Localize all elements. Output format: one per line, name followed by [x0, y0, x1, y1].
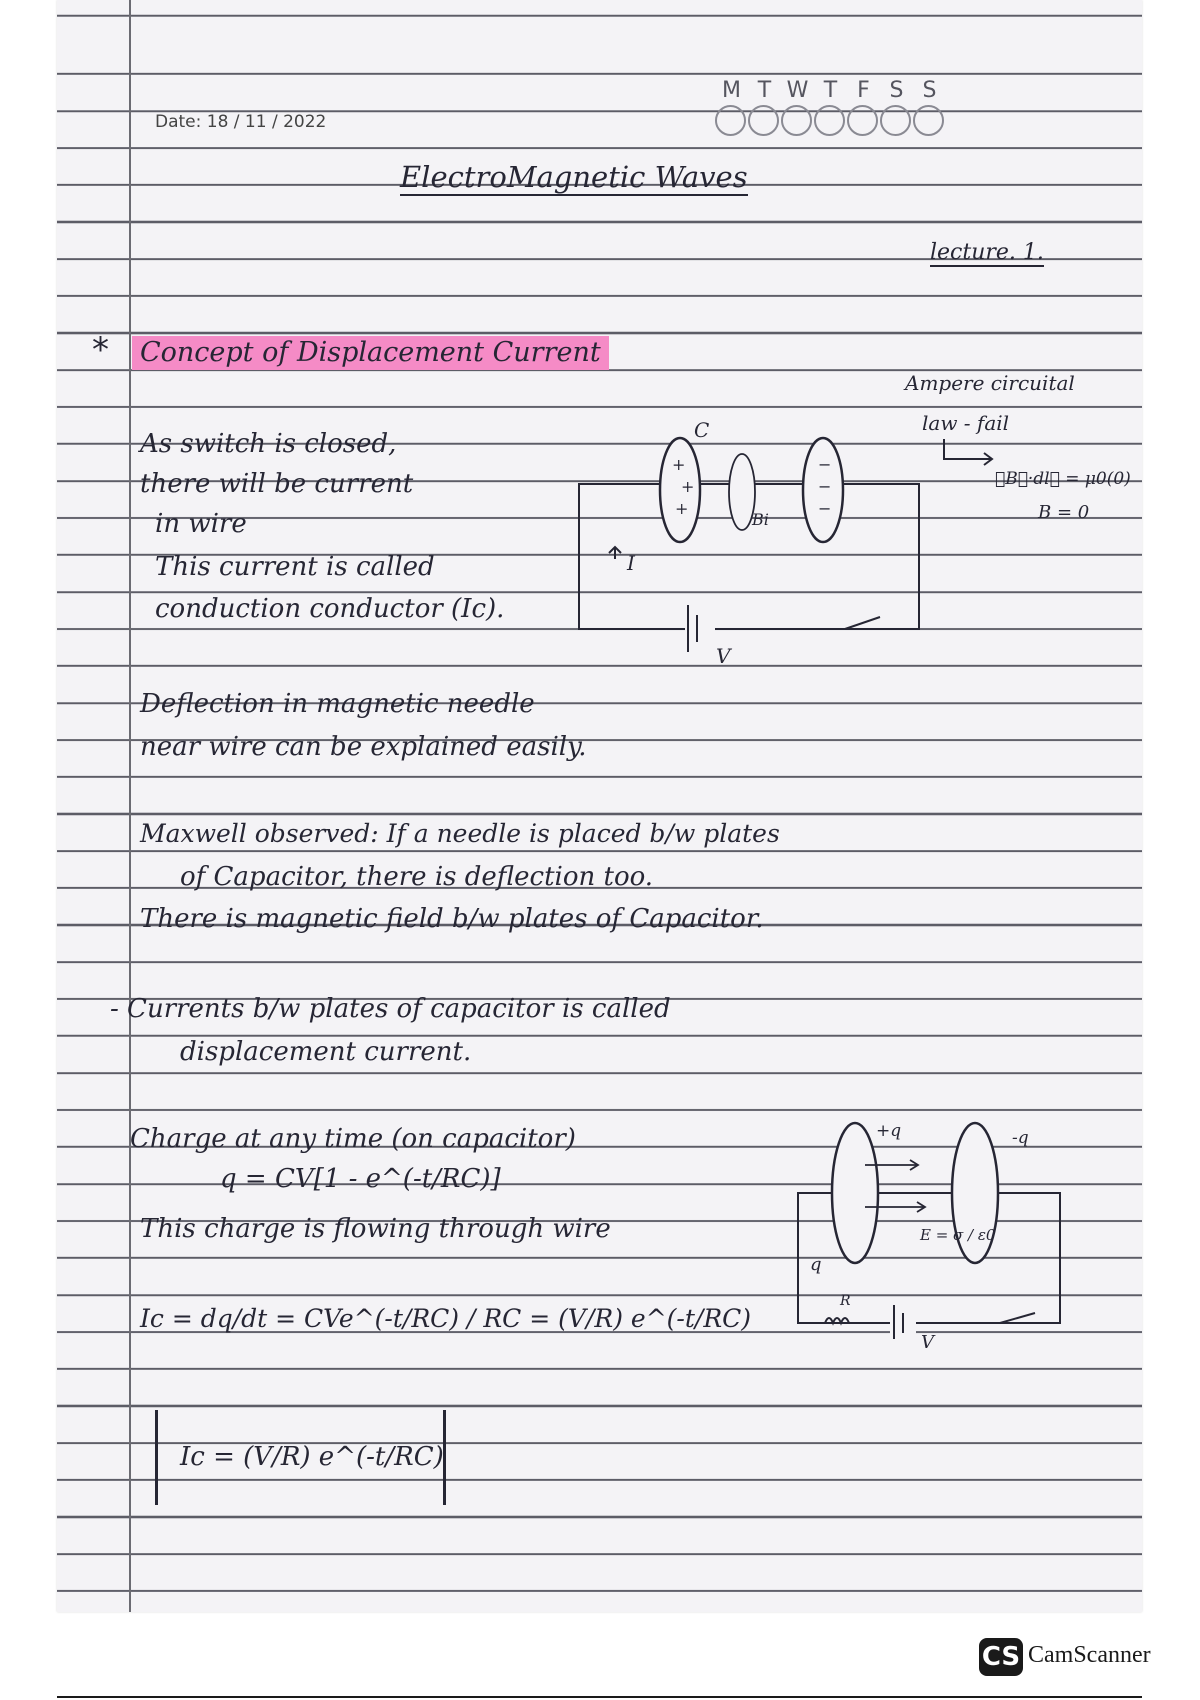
- para1-line1: As switch is closed,: [140, 429, 397, 459]
- bottom-rule: [57, 1696, 1142, 1698]
- margin-line: [129, 0, 131, 1612]
- section-heading: Concept of Displacement Current: [132, 336, 609, 370]
- weekday-circle: [847, 105, 878, 136]
- b-equals-zero: B = 0: [1038, 502, 1090, 523]
- page-title: ElectroMagnetic Waves: [400, 160, 748, 194]
- bi-label: Bi: [752, 510, 769, 529]
- date-label: Date: 18 / 11 / 2022: [155, 112, 327, 132]
- voltage-label-2: V: [921, 1332, 934, 1353]
- para1-line4: This current is called: [155, 552, 435, 582]
- weekday-tracker: [715, 78, 946, 136]
- minus-sign-2: −: [818, 477, 832, 496]
- lecture-label: lecture. 1.: [930, 240, 1044, 265]
- boxed-equation-frame: [155, 1410, 446, 1505]
- weekday-letter: S: [922, 78, 937, 103]
- para5-line2: q = CV[1 - e^(-t/RC)]: [220, 1164, 501, 1194]
- para3-line2: of Capacitor, there is deflection too.: [180, 862, 654, 892]
- para3-line1: Maxwell observed: If a needle is placed b/w plates: [140, 819, 780, 848]
- weekday-letters: [715, 78, 946, 103]
- weekday-letter: M: [722, 78, 741, 103]
- para4-line1: - Currents b/w plates of capacitor is called: [110, 994, 671, 1024]
- weekday-circle: [748, 105, 779, 136]
- weekday-circle: [814, 105, 845, 136]
- para5-line3: This charge is flowing through wire: [140, 1214, 611, 1244]
- minus-sign-1: −: [818, 455, 832, 474]
- weekday-letter: S: [889, 78, 904, 103]
- current-equation: Ic = dq/dt = CVe^(-t/RC) / RC = (V/R) e^(-t/RC): [140, 1304, 752, 1333]
- weekday-letter: F: [857, 78, 870, 103]
- para2-line2: near wire can be explained easily.: [140, 732, 587, 762]
- plus-sign-3: +: [675, 499, 689, 518]
- para3-line3: There is magnetic field b/w plates of Capacitor.: [140, 904, 764, 934]
- field-equation: E = σ / ε0: [920, 1226, 996, 1244]
- minus-sign-3: −: [818, 499, 832, 518]
- capacitor-circuit-diagram: [575, 410, 935, 670]
- para5-line1: Charge at any time (on capacitor): [130, 1124, 576, 1154]
- weekday-letter: T: [757, 78, 772, 103]
- weekday-circle: [715, 105, 746, 136]
- weekday-letter: T: [823, 78, 838, 103]
- ampere-equation: ∮B⃗·dl⃗ = μ0(0): [995, 469, 1131, 489]
- para1-line5: conduction conductor (Ic).: [155, 594, 505, 624]
- q-arrow-label: q: [810, 1254, 822, 1275]
- weekday-circles: [715, 105, 946, 136]
- camscanner-logo: CS: [979, 1638, 1023, 1676]
- boxed-equation: Ic = (V/R) e^(-t/RC): [180, 1442, 444, 1472]
- side-note-arrow: [940, 437, 1000, 477]
- current-i-label: I: [627, 551, 635, 575]
- side-note-line1: Ampere circuital: [905, 371, 1075, 395]
- weekday-letter: W: [786, 78, 809, 103]
- weekday-circle: [913, 105, 944, 136]
- voltage-label: V: [716, 644, 731, 668]
- para2-line1: Deflection in magnetic needle: [140, 689, 535, 719]
- plus-q-label: +q: [876, 1121, 902, 1141]
- weekday-circle: [880, 105, 911, 136]
- star-bullet: *: [92, 330, 109, 370]
- weekday-circle: [781, 105, 812, 136]
- capacitor-label: C: [694, 418, 710, 442]
- para1-line2: there will be current: [140, 469, 414, 499]
- para1-line3: in wire: [155, 509, 247, 539]
- plus-sign-1: +: [672, 455, 686, 474]
- resistor-label: R: [840, 1293, 851, 1309]
- camscanner-text: CamScanner: [1028, 1642, 1151, 1668]
- para4-line2: displacement current.: [180, 1037, 472, 1067]
- plus-sign-2: +: [681, 477, 695, 496]
- minus-q-label: -q: [1012, 1128, 1029, 1148]
- side-note-line2: law - fail: [922, 411, 1010, 435]
